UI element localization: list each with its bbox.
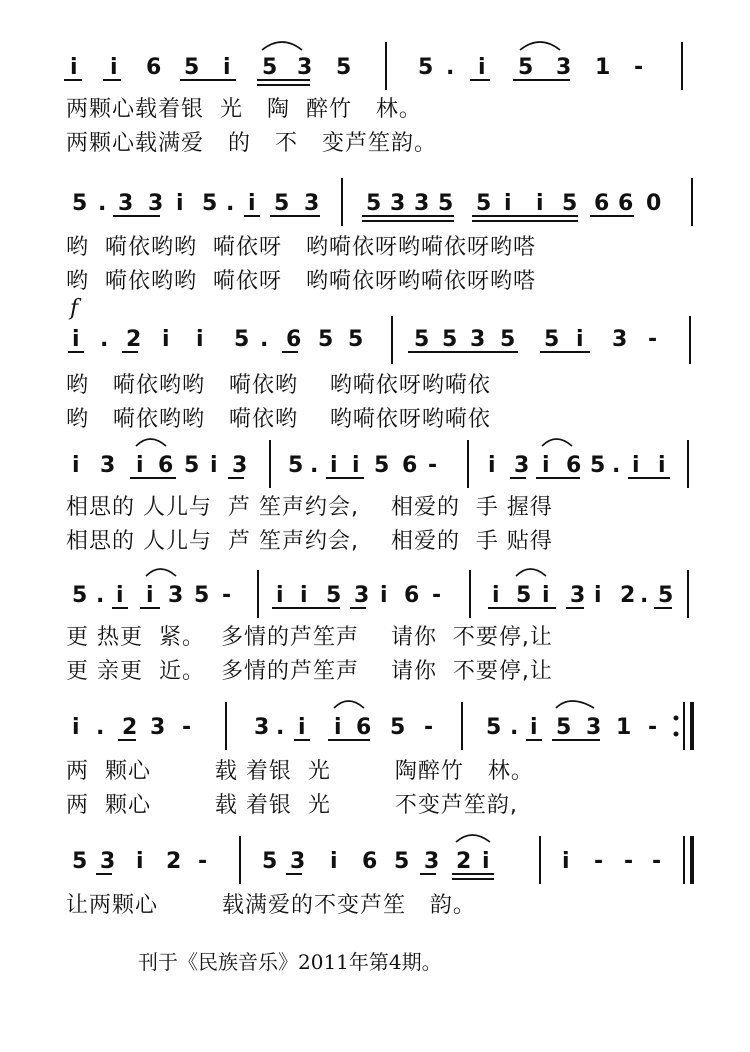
- note: -: [198, 849, 208, 874]
- note: i: [146, 583, 154, 608]
- note: 3: [100, 849, 116, 874]
- note: 5: [194, 583, 210, 608]
- note: 0: [646, 191, 662, 216]
- note: 5: [374, 453, 390, 478]
- note: -: [432, 583, 442, 608]
- note: i: [352, 453, 360, 478]
- note: 2: [456, 849, 472, 874]
- lyric-line: 两颗心载满爱 的 不 变芦笙韵。: [66, 131, 437, 156]
- score-line-7: [0, 826, 750, 926]
- note: 3: [586, 715, 602, 740]
- lyric-line: 两 颗心 载 着银 光 不变芦笙韵,: [66, 793, 518, 818]
- note: 2: [620, 583, 636, 608]
- note: 3: [118, 191, 134, 216]
- note: 5: [72, 583, 88, 608]
- note: i: [298, 715, 306, 740]
- note: 3: [612, 327, 628, 352]
- note: i: [162, 327, 170, 352]
- lyric-line: 相思的 人儿与 芦 笙声约会, 相爱的 手 贴得: [66, 529, 553, 554]
- note: i: [380, 583, 388, 608]
- note: 5: [500, 327, 516, 352]
- note: 3: [100, 453, 116, 478]
- notation-line-5: [0, 560, 750, 620]
- note: 5: [544, 327, 560, 352]
- note: 5: [326, 583, 342, 608]
- note: 3: [556, 55, 572, 80]
- note: 5: [476, 191, 492, 216]
- note: .: [96, 715, 105, 740]
- note: i: [542, 583, 550, 608]
- note: -: [652, 849, 662, 874]
- note: -: [634, 55, 644, 80]
- note: 5: [486, 715, 502, 740]
- note: 2: [122, 715, 138, 740]
- note: 5: [72, 849, 88, 874]
- note: i: [632, 453, 640, 478]
- note: 5: [516, 583, 532, 608]
- note: 5: [274, 191, 290, 216]
- note: i: [478, 55, 486, 80]
- note: 5: [184, 453, 200, 478]
- note: 5: [556, 715, 572, 740]
- note: 5: [262, 55, 278, 80]
- note: i: [542, 453, 550, 478]
- lyric-line: 相思的 人儿与 芦 笙声约会, 相爱的 手 握得: [66, 495, 553, 520]
- note: 5: [414, 327, 430, 352]
- note: .: [96, 583, 105, 608]
- note: i: [488, 453, 496, 478]
- notation-line-1: [0, 30, 750, 100]
- note: i: [276, 583, 284, 608]
- note: 3: [254, 715, 270, 740]
- note: i: [530, 715, 538, 740]
- note: .: [100, 327, 109, 352]
- note: .: [310, 453, 319, 478]
- note: 5: [348, 327, 364, 352]
- note: .: [446, 55, 455, 80]
- note: 5: [234, 327, 250, 352]
- note: i: [116, 583, 124, 608]
- score-line-3: [0, 296, 750, 436]
- lyric-line: 哟 嗬依哟哟 嗬依呀 哟嗬依呀哟嗬依呀哟嗒: [66, 269, 536, 294]
- note: i: [72, 715, 80, 740]
- note: i: [658, 453, 666, 478]
- note: i: [136, 453, 144, 478]
- note: 6: [146, 55, 162, 80]
- note: -: [624, 849, 634, 874]
- note: i: [223, 55, 231, 80]
- note: -: [222, 583, 232, 608]
- note: 5: [438, 191, 454, 216]
- note: i: [300, 583, 308, 608]
- note: 6: [158, 453, 174, 478]
- note: -: [428, 453, 438, 478]
- note: .: [640, 583, 649, 608]
- note: 5: [394, 849, 410, 874]
- note: 5: [366, 191, 382, 216]
- lyric-line: 哟 嗬依哟哟 嗬依呀 哟嗬依呀哟嗬依呀哟嗒: [66, 235, 536, 260]
- score-line-4: [0, 432, 750, 562]
- note: .: [612, 453, 621, 478]
- note: 6: [356, 715, 372, 740]
- note: i: [110, 55, 118, 80]
- lyric-line: 两颗心载着银 光 陶 醉竹 林。: [66, 97, 422, 122]
- note: i: [482, 849, 490, 874]
- note: 5: [184, 55, 200, 80]
- notation-line-6: [0, 692, 750, 752]
- note: 1: [616, 715, 632, 740]
- note: i: [330, 849, 338, 874]
- note: 1: [595, 55, 611, 80]
- note: 3: [304, 191, 320, 216]
- note: 3: [470, 327, 486, 352]
- note: 3: [414, 191, 430, 216]
- lyric-line: 让两颗心 载满爱的不变芦笙 韵。: [66, 893, 476, 918]
- note: 2: [166, 849, 182, 874]
- note: i: [492, 583, 500, 608]
- note: 5: [418, 55, 434, 80]
- score-line-6: [0, 692, 750, 822]
- note: -: [648, 327, 658, 352]
- note: 6: [618, 191, 634, 216]
- note: 3: [148, 191, 164, 216]
- note: 5: [262, 849, 278, 874]
- note: 6: [404, 583, 420, 608]
- dynamic-marking: f: [70, 296, 79, 321]
- note: i: [594, 583, 602, 608]
- note: .: [98, 191, 107, 216]
- note: i: [536, 191, 544, 216]
- note: 5: [518, 55, 534, 80]
- note: 3: [390, 191, 406, 216]
- publication-note: 刊于《民族音乐》2011年第4期。: [138, 950, 442, 974]
- note: 3: [570, 583, 586, 608]
- score-line-2: [0, 178, 750, 308]
- note: 3: [354, 583, 370, 608]
- note: 5: [336, 55, 352, 80]
- note: i: [70, 55, 78, 80]
- note: i: [72, 327, 80, 352]
- notation-line-2: [0, 178, 750, 238]
- note: i: [334, 715, 342, 740]
- note: i: [562, 849, 570, 874]
- note: i: [330, 453, 338, 478]
- score-line-1: [0, 30, 750, 180]
- note: .: [276, 715, 285, 740]
- note: 5: [202, 191, 218, 216]
- note: 6: [362, 849, 378, 874]
- lyric-line: 哟 嗬依哟哟 嗬依哟 哟嗬依呀哟嗬依: [66, 407, 491, 432]
- note: 2: [126, 327, 142, 352]
- note: 3: [290, 849, 306, 874]
- note: 5: [442, 327, 458, 352]
- note: 5: [288, 453, 304, 478]
- notation-line-7: [0, 826, 750, 886]
- note: 6: [402, 453, 418, 478]
- note: 5: [562, 191, 578, 216]
- note: i: [72, 453, 80, 478]
- note: 6: [594, 191, 610, 216]
- note: i: [210, 453, 218, 478]
- note: 3: [424, 849, 440, 874]
- note: 3: [168, 583, 184, 608]
- note: 5: [658, 583, 674, 608]
- note: 3: [297, 55, 313, 80]
- note: 6: [566, 453, 582, 478]
- note: .: [226, 191, 235, 216]
- note: i: [576, 327, 584, 352]
- note: -: [594, 849, 604, 874]
- note: i: [196, 327, 204, 352]
- note: 5: [590, 453, 606, 478]
- lyric-line: 更 亲更 近。 多情的芦笙声 请你 不要停,让: [66, 659, 553, 684]
- lyric-line: 哟 嗬依哟哟 嗬依哟 哟嗬依呀哟嗬依: [66, 373, 491, 398]
- score-line-5: [0, 560, 750, 690]
- note: 5: [390, 715, 406, 740]
- notation-line-4: [0, 432, 750, 492]
- lyric-line: 更 热更 紧。 多情的芦笙声 请你 不要停,让: [66, 625, 553, 650]
- note: i: [176, 191, 184, 216]
- note: 3: [514, 453, 530, 478]
- note: -: [648, 715, 658, 740]
- note: -: [182, 715, 192, 740]
- note: i: [136, 849, 144, 874]
- lyric-line: 两 颗心 载 着银 光 陶醉竹 林。: [66, 759, 534, 784]
- note: 3: [232, 453, 248, 478]
- note: i: [504, 191, 512, 216]
- note: .: [260, 327, 269, 352]
- note: 3: [150, 715, 166, 740]
- note: 5: [318, 327, 334, 352]
- note: 6: [286, 327, 302, 352]
- note: 5: [72, 191, 88, 216]
- note: i: [248, 191, 256, 216]
- note: .: [510, 715, 519, 740]
- note: -: [424, 715, 434, 740]
